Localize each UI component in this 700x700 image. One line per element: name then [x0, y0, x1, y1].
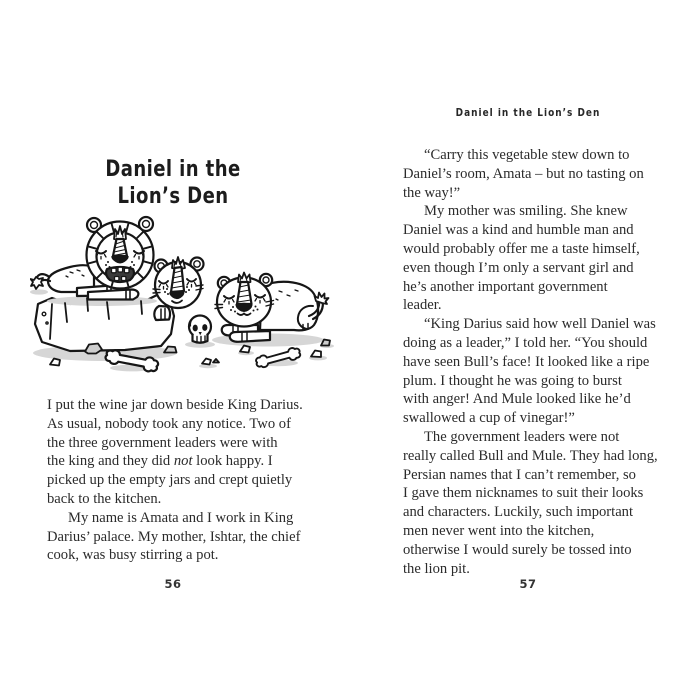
text-line: “Carry this vegetable stew down to [424, 147, 630, 163]
paragraph [403, 146, 665, 202]
text-line: otherwise I would surely be tossed into [403, 541, 632, 558]
text-line: he’s another important government [403, 278, 608, 295]
paragraph [403, 428, 665, 578]
text-line: even though I’m only a servant girl and [403, 259, 634, 276]
second-lion [153, 257, 204, 320]
text-line: Daniel was a kind and humble man and [403, 222, 634, 239]
text-line: and characters. Luckily, such important [403, 504, 634, 521]
chapter-title-line-1: Daniel in the [105, 157, 241, 182]
big-lion [31, 217, 154, 300]
text-line: would probably offer me a taste himself, [403, 240, 640, 257]
text-line: the way!” [403, 184, 461, 201]
text-line: plum. I thought he was going to burst [403, 372, 622, 389]
text-line: My mother was smiling. She knew [424, 203, 628, 220]
paragraph [403, 202, 665, 315]
text-line: have seen Bull’s face! It looked like a ripe [403, 353, 650, 370]
text-line: back to the kitchen. [47, 490, 162, 507]
text-line: picked up the empty jars and crept quietly [47, 472, 293, 489]
skull [189, 316, 211, 343]
text-line: I gave them nicknames to suit their looks [403, 485, 644, 502]
text-line: Persian names that I can’t remember, so [403, 466, 636, 483]
paragraph [47, 509, 309, 565]
right-page-body [403, 146, 665, 578]
third-lion [215, 273, 329, 342]
rock [35, 295, 174, 351]
text-line: the three government leaders were with [47, 434, 278, 451]
text-line: cook, was busy stirring a pot. [47, 547, 219, 564]
text-line: “King Darius said how well Daniel was [424, 316, 656, 333]
chapter-title [64, 156, 282, 210]
paragraph [403, 315, 665, 428]
text-line: Daniel’s room, Amata – but no tasting on [403, 165, 644, 182]
text-line: leader. [403, 297, 442, 314]
text-line: As usual, nobody took any notice. Two of [47, 415, 291, 432]
right-page [350, 0, 700, 700]
text-line: really called Bull and Mule. They had long, [403, 447, 658, 464]
text-line: Darius’ palace. My mother, Ishtar, the chief [47, 528, 301, 545]
text-line: with anger! And Mule looked like he’d [403, 391, 631, 408]
text-line: doing as a leader,” I told her. “You should [403, 334, 648, 351]
page-number-left: 56 [164, 577, 182, 591]
left-page-body [47, 396, 309, 565]
text-line: men never went into the kitchen, [403, 522, 595, 539]
text-line: the lion pit. [403, 560, 470, 577]
text-line: The government leaders were not [424, 428, 620, 445]
chapter-title-line-2: Lion’s Den [117, 184, 229, 209]
text-line: swallowed a cup of vinegar!” [403, 410, 575, 427]
page-number-right: 57 [519, 577, 537, 591]
text-line: the king and they did not look happy. I [47, 453, 273, 470]
running-header: Daniel in the Lion’s Den [455, 107, 601, 119]
paragraph [47, 396, 309, 509]
lions-illustration [30, 212, 350, 387]
text-line: My name is Amata and I work in King [68, 509, 294, 526]
text-line: I put the wine jar down beside King Darius. [47, 397, 303, 413]
